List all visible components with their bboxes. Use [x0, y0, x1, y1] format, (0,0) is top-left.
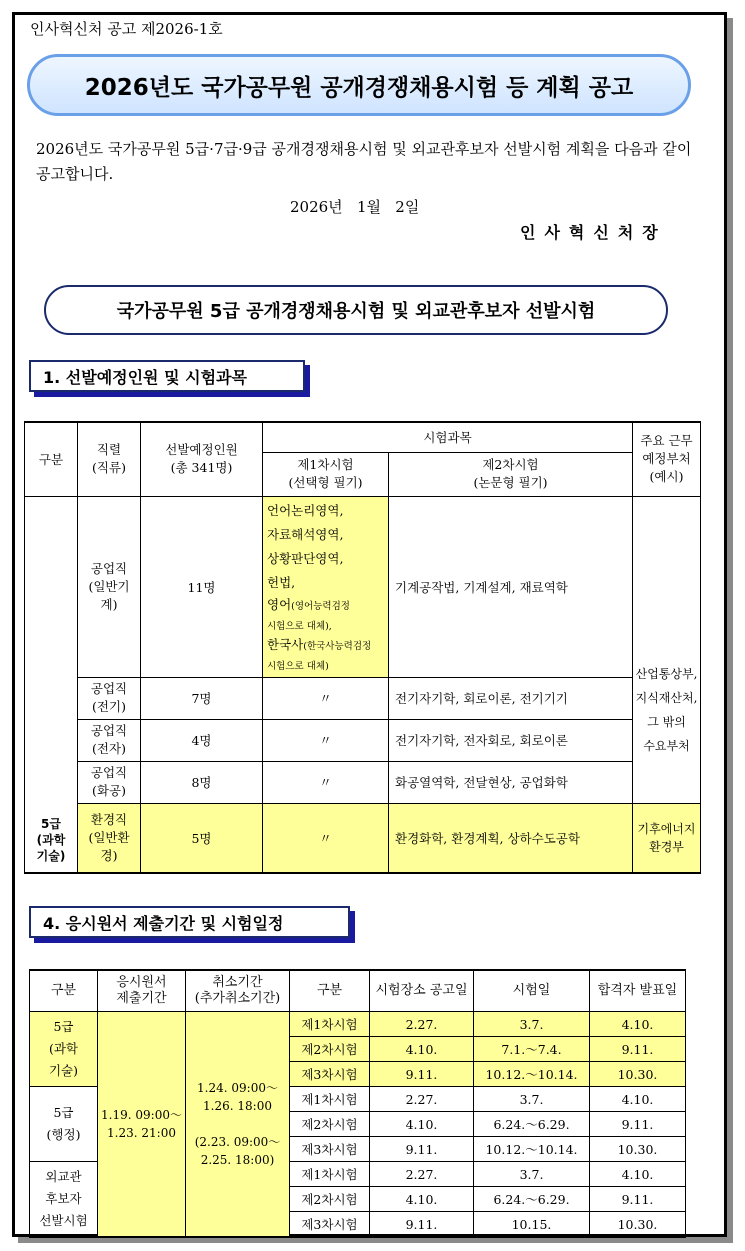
row-quota: 8명: [141, 761, 263, 803]
row-quota: 7명: [141, 677, 263, 719]
row-quota: 5명: [141, 803, 263, 873]
result-cell: 4.10.: [590, 1162, 686, 1187]
row-position: 공업직 (전기): [78, 677, 141, 719]
row-position: 공업직 (전자): [78, 719, 141, 761]
row-first-subjects: 〃: [263, 677, 389, 719]
result-cell: 10.30.: [590, 1137, 686, 1162]
venue-cell: 4.10.: [370, 1187, 474, 1212]
venue-cell: 4.10.: [370, 1037, 474, 1062]
row-second-subjects: 전기자기학, 회로이론, 전기기기: [389, 677, 633, 719]
stage-cell: 제2차시험: [290, 1037, 370, 1062]
row-second-subjects: 기계공작법, 기계설계, 재료역학: [389, 496, 633, 677]
exam-cell: 10.12.～10.14.: [474, 1137, 590, 1162]
venue-cell: 2.27.: [370, 1087, 474, 1112]
group-label: 5급 (과학 기술): [30, 1012, 98, 1087]
result-cell: 10.30.: [590, 1062, 686, 1087]
venue-cell: 9.11.: [370, 1062, 474, 1087]
notice-number: 인사혁신처 공고 제2026-1호: [30, 20, 223, 38]
section1-heading: 1. 선발예정인원 및 시험과목: [29, 360, 305, 392]
stage-cell: 제2차시험: [290, 1187, 370, 1212]
row-first-subjects: 〃: [263, 803, 389, 873]
result-cell: 9.11.: [590, 1112, 686, 1137]
result-cell: 4.10.: [590, 1087, 686, 1112]
row-first-subjects: 〃: [263, 761, 389, 803]
result-cell: 9.11.: [590, 1037, 686, 1062]
stage-cell: 제2차시험: [290, 1112, 370, 1137]
schedule-table: [29, 969, 686, 1238]
result-cell: 10.30.: [590, 1212, 686, 1238]
stage-cell: 제3차시험: [290, 1062, 370, 1087]
stage-cell: 제3차시험: [290, 1212, 370, 1238]
section4-heading: 4. 응시원서 제출기간 및 시험일정: [29, 906, 350, 938]
quota-subjects-table: [24, 421, 701, 874]
header-result: 합격자 발표일: [590, 970, 686, 1012]
application-period: 1.19. 09:00～ 1.23. 21:00: [98, 1012, 186, 1238]
venue-cell: 9.11.: [370, 1212, 474, 1238]
header-position: 직렬 (직류): [78, 422, 141, 496]
row-first-subjects: 〃: [263, 719, 389, 761]
exam-cell: 7.1.～7.4.: [474, 1037, 590, 1062]
subject-note: (한국사능력검정 시험으로 대체): [267, 640, 372, 672]
group-label: 외교관 후보자 선발시험: [30, 1162, 98, 1238]
row-second-subjects: 전기자기학, 전자회로, 회로이론: [389, 719, 633, 761]
stage-cell: 제3차시험: [290, 1137, 370, 1162]
stage-cell: 제1차시험: [290, 1162, 370, 1187]
result-cell: 4.10.: [590, 1012, 686, 1037]
group-label: 5급 (행정): [30, 1087, 98, 1162]
exam-cell: 3.7.: [474, 1012, 590, 1037]
header-category: 구분: [25, 422, 78, 496]
row-second-subjects: 환경화학, 환경계획, 상하수도공학: [389, 803, 633, 873]
venue-cell: 2.27.: [370, 1162, 474, 1187]
exam-subtitle: 국가공무원 5급 공개경쟁채용시험 및 외교관후보자 선발시험: [44, 285, 668, 335]
row-position: 환경직 (일반환경): [78, 803, 141, 873]
signer: 인사혁신처장: [520, 223, 667, 242]
intro-text: 2026년도 국가공무원 5급·7급·9급 공개경쟁채용시험 및 외교관후보자 선발시험 계획을 다음과 같이 공고합니다.: [36, 140, 692, 183]
exam-cell: 10.12.～10.14.: [474, 1062, 590, 1087]
header-first-exam: 제1차시험 (선택형 필기): [263, 452, 389, 496]
header-venue: 시험장소 공고일: [370, 970, 474, 1012]
subject-line: 자료해석영역,: [267, 526, 344, 542]
header-subjects: 시험과목: [263, 422, 633, 452]
row-position: 공업직 (화공): [78, 761, 141, 803]
row-position: 공업직 (일반기계): [78, 496, 141, 677]
page-title: 2026년도 국가공무원 공개경쟁채용시험 등 계획 공고: [27, 54, 691, 116]
cancel-period: 1.24. 09:00～ 1.26. 18:00 (2.23. 09:00～ 2.25. 18:00): [186, 1012, 290, 1238]
exam-cell: 3.7.: [474, 1087, 590, 1112]
subject-note: (영어능력검정 시험으로 대체),: [267, 600, 350, 632]
notice-date: 2026년 1월 2일: [290, 198, 420, 216]
first-exam-subjects: [263, 496, 389, 677]
venue-cell: 4.10.: [370, 1112, 474, 1137]
stage-cell: 제1차시험: [290, 1012, 370, 1037]
stage-cell: 제1차시험: [290, 1087, 370, 1112]
header-category: 구분: [30, 970, 98, 1012]
subject-line: 영어: [267, 596, 292, 612]
row-quota: 11명: [141, 496, 263, 677]
header-stage: 구분: [290, 970, 370, 1012]
row-second-subjects: 화공열역학, 전달현상, 공업화학: [389, 761, 633, 803]
subject-line: 상황판단영역,: [267, 550, 344, 566]
subject-line: 언어논리영역,: [267, 502, 344, 518]
exam-cell: 10.15.: [474, 1212, 590, 1238]
header-dept: 주요 근무 예정부처 (예시): [633, 422, 701, 496]
header-application: 응시원서 제출기간: [98, 970, 186, 1012]
exam-cell: 6.24.～6.29.: [474, 1187, 590, 1212]
subject-line: 헌법,: [267, 574, 296, 590]
header-second-exam: 제2차시험 (논문형 필기): [389, 452, 633, 496]
row-dept: 기후에너지 환경부: [633, 803, 701, 873]
result-cell: 9.11.: [590, 1187, 686, 1212]
venue-cell: 9.11.: [370, 1137, 474, 1162]
exam-cell: 6.24.～6.29.: [474, 1112, 590, 1137]
group-label-text: 5급 (과학 기술): [36, 817, 66, 863]
row-quota: 4명: [141, 719, 263, 761]
header-quota: 선발예정인원 (총 341명): [141, 422, 263, 496]
subject-line: 한국사: [267, 636, 304, 652]
venue-cell: 2.27.: [370, 1012, 474, 1037]
dept-main: 산업통상부, 지식재산처, 그 밖의 수요부처: [633, 496, 701, 803]
header-cancel: 취소기간 (추가취소기간): [186, 970, 290, 1012]
group-label: [25, 496, 78, 873]
header-exam: 시험일: [474, 970, 590, 1012]
exam-cell: 3.7.: [474, 1162, 590, 1187]
